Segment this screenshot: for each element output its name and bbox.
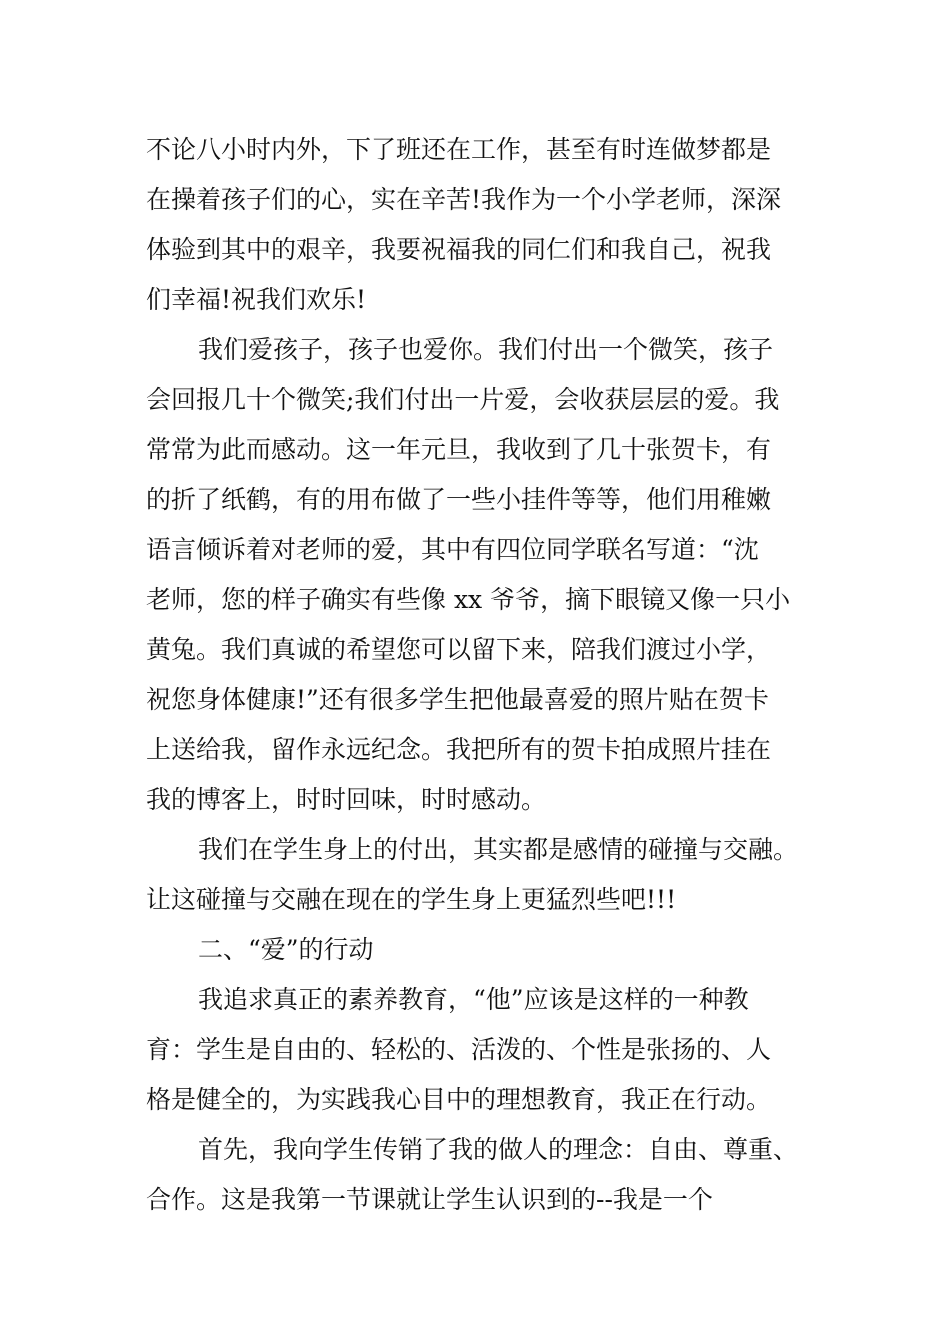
paragraph-first-line: 我追求真正的素养教育，“他”应该是这样的一种教 [198, 985, 749, 1014]
text-line: 体验到其中的艰辛，我要祝福我的同仁们和我自己，祝我 [146, 235, 772, 264]
text-line: 语言倾诉着对老师的爱，其中有四位同学联名写道：“沈 [146, 535, 759, 564]
text-line: 会回报几十个微笑;我们付出一片爱，会收获层层的爱。我 [146, 385, 780, 414]
text-line: 格是健全的，为实践我心目中的理想教育，我正在行动。 [146, 1085, 772, 1114]
text-line: 不论八小时内外，下了班还在工作，甚至有时连做梦都是 [146, 135, 772, 164]
paragraph-first-line: 我们在学生身上的付出，其实都是感情的碰撞与交融。 [198, 835, 799, 864]
text-line: 的折了纸鹤，有的用布做了一些小挂件等等，他们用稚嫩 [146, 485, 772, 514]
text-line: 我的博客上，时时回味，时时感动。 [146, 785, 547, 814]
text-line: 常常为此而感动。这一年元旦，我收到了几十张贺卡，有 [146, 435, 772, 464]
text-line: 祝您身体健康!”还有很多学生把他最喜爱的照片贴在贺卡 [146, 685, 769, 714]
text-line: 们幸福!祝我们欢乐! [146, 285, 367, 314]
paragraph-first-line: 首先，我向学生传销了我的做人的理念：自由、尊重、 [198, 1135, 799, 1164]
text-line: 上送给我，留作永远纪念。我把所有的贺卡拍成照片挂在 [146, 735, 772, 764]
section-heading: 二、“爱”的行动 [198, 935, 374, 964]
text-line: 让这碰撞与交融在现在的学生身上更猛烈些吧!!! [146, 885, 677, 914]
text-line: 在操着孩子们的心，实在辛苦!我作为一个小学老师，深深 [146, 185, 782, 214]
text-line: 老师，您的样子确实有些像 xx 爷爷，摘下眼镜又像一只小 [146, 585, 791, 614]
text-line: 合作。这是我第一节课就让学生认识到的--我是一个 [146, 1185, 713, 1214]
text-line: 育：学生是自由的、轻松的、活泼的、个性是张扬的、人 [146, 1035, 772, 1064]
paragraph-first-line: 我们爱孩子，孩子也爱你。我们付出一个微笑，孩子 [198, 335, 774, 364]
text-line: 黄兔。我们真诚的希望您可以留下来，陪我们渡过小学， [146, 635, 772, 664]
